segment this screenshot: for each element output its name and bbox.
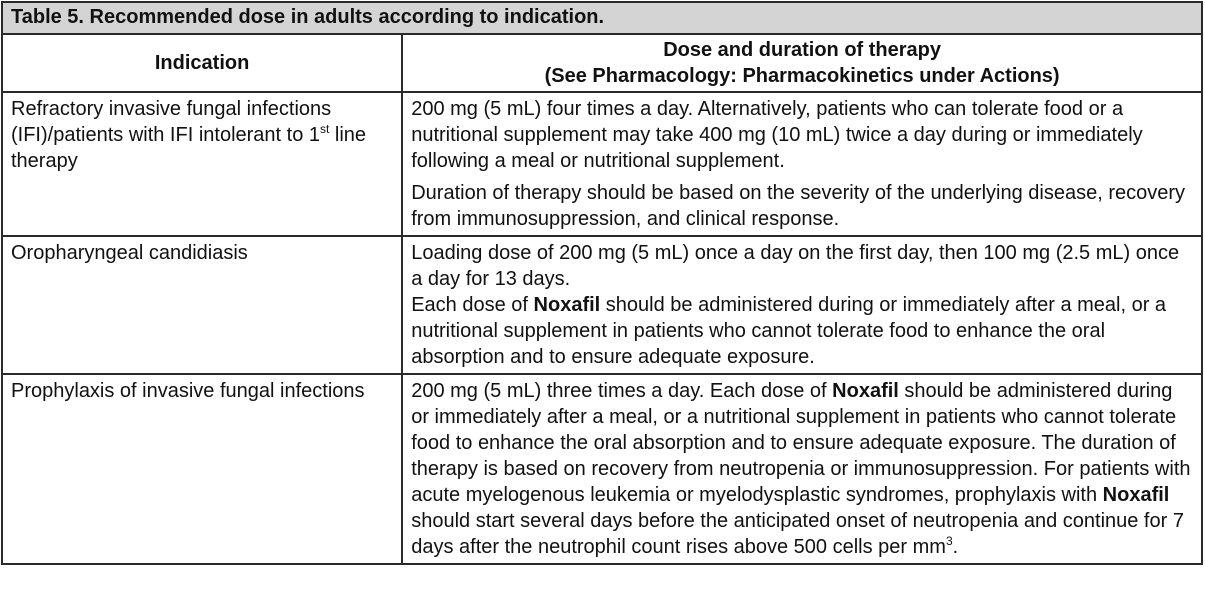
dose-text: . — [952, 536, 959, 558]
indication-text: Refractory invasive fungal infections (IFI)/patients with IFI intolerant to 1 — [11, 98, 332, 146]
drug-name: Noxafil — [1102, 484, 1170, 506]
dose-cell — [402, 374, 1202, 564]
table-row — [2, 92, 1202, 236]
table-row — [2, 374, 1202, 564]
indication-text: Oropharyngeal candidiasis — [11, 242, 248, 264]
dose-cell — [402, 92, 1202, 236]
dose-text: should start several days before the anticipated onset of neutropenia and continue for 7 days after the neutrophil count rises above 500 cells per mm — [411, 510, 1184, 558]
superscript: st — [320, 122, 330, 136]
drug-name: Noxafil — [533, 294, 601, 316]
indication-cell — [2, 374, 402, 564]
superscript: 3 — [945, 534, 953, 548]
dose-paragraph: Duration of therapy should be based on the severity of the underlying disease, recovery from immunosuppression, and clinical response. — [411, 182, 1186, 230]
dosing-table — [1, 1, 1203, 565]
dose-cell — [402, 236, 1202, 374]
table-row — [2, 236, 1202, 374]
header-dose-line2: (See Pharmacology: Pharmacokinetics under Actions) — [544, 65, 1060, 87]
dose-text: should be administered during or immediately after a meal, or a nutritional supplement in patients who cannot tolerate food to enhance the oral absorption and to ensure adequate exposure. — [411, 294, 1167, 368]
header-row — [2, 34, 1202, 92]
indication-text: Prophylaxis of invasive fungal infections — [11, 380, 365, 402]
dose-text: should be administered during or immediately after a meal, or a nutritional supplement in patients who cannot tolerate food to enhance the oral absorption and to ensure adequate exposure. The duration of therapy is based on recovery from neutropenia or immunosuppression. For patients with acute myelogenous leukemia or myelodysplastic syndromes, prophylaxis with — [411, 380, 1191, 506]
dose-paragraph — [411, 292, 1193, 370]
header-indication: Indication — [2, 34, 402, 92]
indication-cell — [2, 92, 402, 236]
dose-text: 200 mg (5 mL) three times a day. Each dose of — [411, 380, 833, 402]
header-dose — [402, 34, 1202, 92]
header-dose-line1: Dose and duration of therapy — [663, 39, 942, 61]
indication-cell — [2, 236, 402, 374]
drug-name: Noxafil — [832, 380, 899, 402]
dose-paragraph: Loading dose of 200 mg (5 mL) once a day on the first day, then 100 mg (2.5 mL) once a day for 13 days. — [411, 242, 1180, 290]
indication-text-cont: line therapy — [11, 124, 367, 172]
dose-paragraph — [411, 378, 1193, 560]
dose-paragraph: 200 mg (5 mL) four times a day. Alternatively, patients who can tolerate food or a nutritional supplement may take 400 mg (10 mL) twice a day during or immediately following a meal or nutritional supplement. — [411, 98, 1143, 172]
dose-text: Each dose of — [411, 294, 534, 316]
table-caption: Table 5. Recommended dose in adults according to indication. — [2, 2, 1202, 34]
